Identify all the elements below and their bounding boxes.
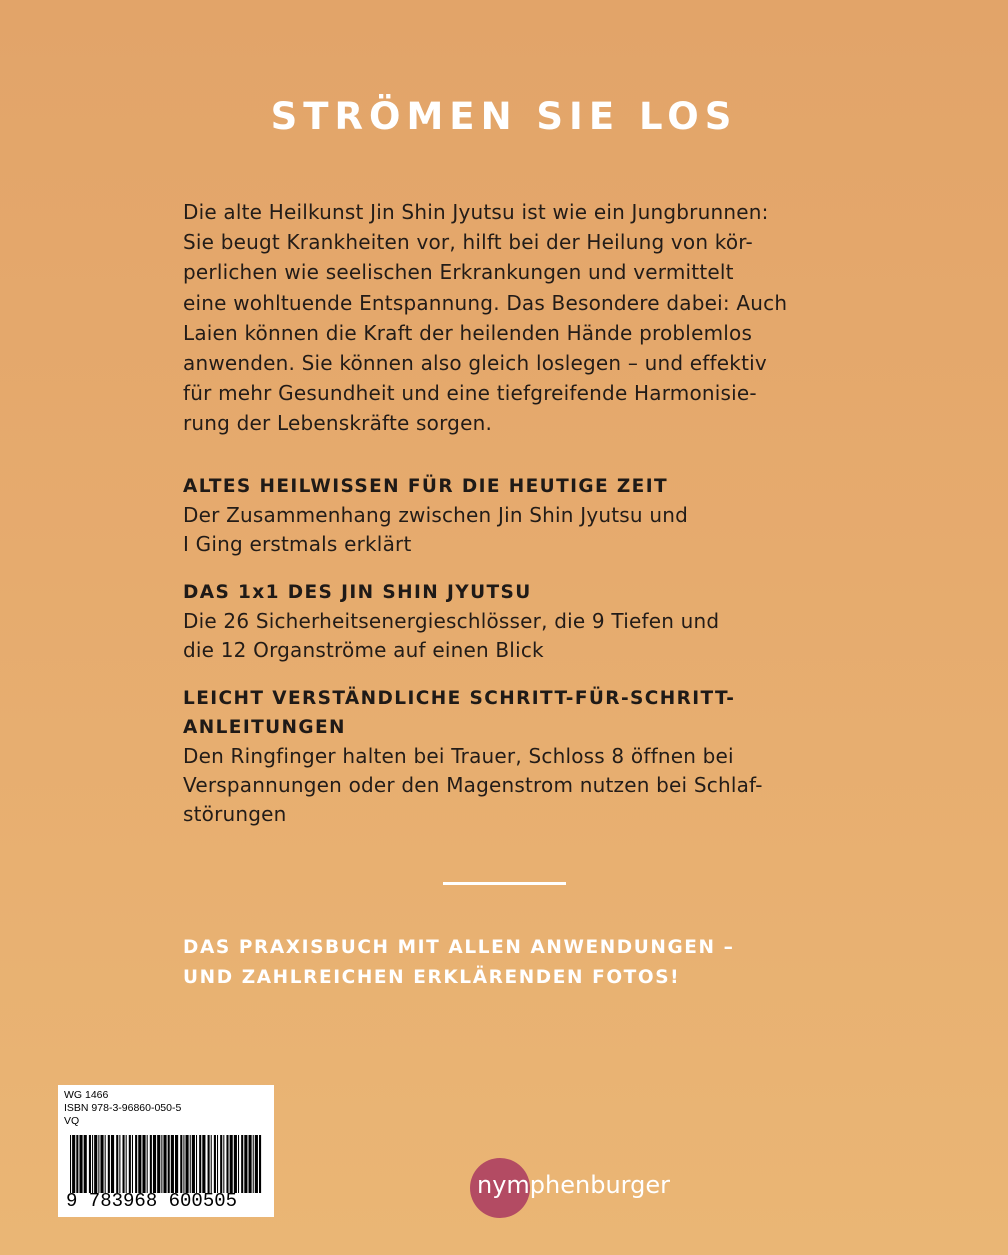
- publisher-logo: [470, 1158, 730, 1218]
- feature-text-line: Die 26 Sicherheitsenergieschlösser, die 9 Tiefen und: [183, 609, 720, 633]
- feature-text: [183, 607, 843, 665]
- feature-text-line: Den Ringfinger halten bei Trauer, Schloss 8 öffnen bei: [183, 744, 734, 768]
- intro-line: anwenden. Sie können also gleich loslegen – und effektiv: [183, 351, 767, 376]
- feature-item: [183, 472, 843, 559]
- publisher-name: nymphenburger: [477, 1171, 670, 1199]
- feature-heading-line: LEICHT VERSTÄNDLICHE SCHRITT-FÜR-SCHRITT-: [183, 688, 736, 709]
- book-title: STRÖMEN SIE LOS: [270, 95, 738, 138]
- feature-text-line: Der Zusammenhang zwischen Jin Shin Jyutsu und: [183, 503, 688, 527]
- feature-text-line: störungen: [183, 802, 287, 826]
- feature-heading-line: DAS 1x1 DES JIN SHIN JYUTSU: [183, 582, 532, 603]
- feature-heading: [183, 472, 843, 501]
- intro-line: für mehr Gesundheit und eine tiefgreifende Harmonisie-: [183, 381, 757, 406]
- feature-heading-line: ALTES HEILWISSEN FÜR DIE HEUTIGE ZEIT: [183, 476, 669, 497]
- feature-list: [183, 472, 843, 848]
- feature-heading: [183, 684, 843, 742]
- tagline-line: DAS PRAXISBUCH MIT ALLEN ANWENDUNGEN –: [183, 937, 735, 958]
- feature-text: [183, 501, 843, 559]
- barcode-label: [58, 1085, 274, 1217]
- tagline-line: UND ZAHLREICHEN ERKLÄRENDEN FOTOS!: [183, 967, 681, 988]
- barcode-meta: [64, 1089, 181, 1128]
- feature-text-line: die 12 Organströme auf einen Blick: [183, 638, 544, 662]
- feature-text-line: Verspannungen oder den Magenstrom nutzen bei Schlaf-: [183, 773, 763, 797]
- intro-line: Die alte Heilkunst Jin Shin Jyutsu ist wie ein Jungbrunnen:: [183, 200, 769, 224]
- barcode-digits: 9 783968 600505: [66, 1190, 238, 1212]
- feature-text: [183, 742, 843, 829]
- divider-line: [443, 882, 566, 885]
- feature-item: [183, 684, 843, 829]
- intro-line: eine wohltuende Entspannung. Das Besondere dabei: Auch: [183, 290, 788, 315]
- feature-heading-line: ANLEITUNGEN: [183, 717, 346, 738]
- isbn-number: ISBN 978-3-96860-050-5: [64, 1102, 182, 1114]
- intro-line: Laien können die Kraft der heilenden Hände problemlos: [183, 320, 753, 345]
- barcode-icon: [70, 1135, 262, 1193]
- intro-paragraph: [183, 197, 833, 439]
- feature-text-line: I Ging erstmals erklärt: [183, 532, 412, 556]
- wg-number: WG 1466: [64, 1089, 109, 1101]
- tagline: [183, 933, 823, 993]
- feature-item: [183, 578, 843, 665]
- intro-line: perlichen wie seelischen Erkrankungen und vermittelt: [183, 260, 734, 285]
- intro-line: Sie beugt Krankheiten vor, hilft bei der Heilung von kör-: [183, 230, 753, 255]
- vq-code: VQ: [64, 1115, 80, 1127]
- feature-heading: [183, 578, 843, 607]
- intro-line: rung der Lebenskräfte sorgen.: [183, 411, 493, 436]
